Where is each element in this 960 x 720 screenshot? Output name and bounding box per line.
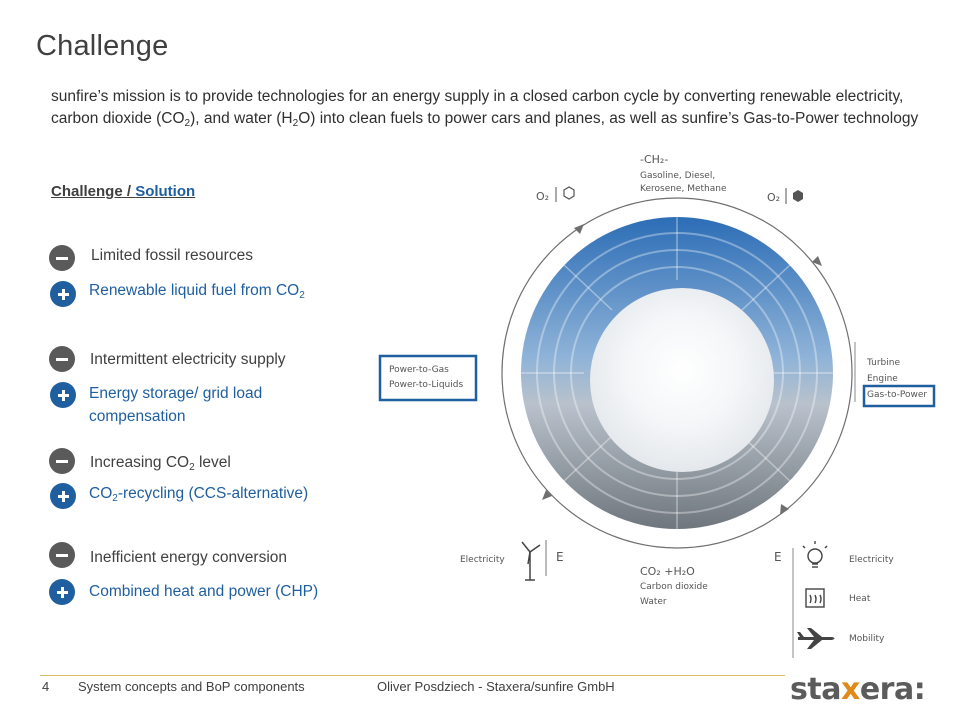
arrow-icon bbox=[542, 490, 552, 500]
intro-part-2: ), and water (H bbox=[190, 110, 293, 127]
plus-icon bbox=[50, 281, 76, 307]
turbine-label: Turbine bbox=[867, 358, 900, 368]
fuels-label-2: Kerosene, Methane bbox=[640, 184, 727, 194]
solution-item-2: Energy storage/ grid load compensation bbox=[89, 385, 263, 425]
minus-icon bbox=[49, 245, 75, 271]
challenge-item-3-text: Increasing CO bbox=[90, 454, 190, 471]
o2-left-label: O₂ bbox=[536, 190, 550, 203]
hexagon-filled-icon bbox=[793, 190, 803, 202]
solution-item-3-after: -recycling (CCS-alternative) bbox=[117, 485, 309, 502]
page-number: 4 bbox=[42, 679, 50, 694]
minus-icon bbox=[49, 448, 75, 474]
solution-item-1-text: Renewable liquid fuel from CO bbox=[89, 282, 300, 299]
e-left-label: E bbox=[556, 550, 564, 564]
airplane-icon bbox=[797, 628, 835, 649]
challenge-item-1: Limited fossil resources bbox=[91, 247, 253, 264]
intro-sub-2: 2 bbox=[292, 118, 299, 129]
ch2-label: -CH₂- bbox=[640, 153, 669, 166]
carbon-dioxide-label: Carbon dioxide bbox=[640, 582, 708, 592]
footer-section: System concepts and BoP components bbox=[78, 679, 305, 694]
challenge-heading: Challenge / bbox=[51, 183, 136, 200]
plus-icon bbox=[49, 579, 75, 605]
solution-heading: Solution bbox=[135, 183, 196, 200]
staxera-logo bbox=[790, 672, 925, 707]
output-electricity-label: Electricity bbox=[849, 555, 894, 565]
challenge-item-3-after: level bbox=[194, 454, 231, 471]
heater-icon bbox=[806, 589, 824, 607]
solution-item-4: Combined heat and power (CHP) bbox=[89, 583, 319, 600]
power-to-liquids-label: Power-to-Liquids bbox=[389, 380, 464, 390]
water-label: Water bbox=[640, 597, 667, 607]
minus-icon bbox=[49, 542, 75, 568]
solution-item-3 bbox=[89, 485, 308, 503]
arrow-icon bbox=[574, 224, 584, 234]
page-title: Challenge bbox=[36, 30, 169, 62]
plus-icon bbox=[50, 382, 76, 408]
output-heat-label: Heat bbox=[849, 594, 871, 604]
challenge-solution-heading bbox=[51, 183, 195, 200]
solution-item-1 bbox=[89, 282, 305, 300]
solution-item-3-sub: 2 bbox=[112, 493, 118, 504]
co2-h2o-label: CO₂ +H₂O bbox=[640, 565, 695, 578]
footer-author: Oliver Posdziech - Staxera/sunfire GmbH bbox=[377, 679, 615, 694]
fuels-label-1: Gasoline, Diesel, bbox=[640, 171, 716, 181]
logo-part-a: sta bbox=[790, 672, 841, 707]
challenge-item-2: Intermittent electricity supply bbox=[90, 351, 286, 368]
power-to-gas-label: Power-to-Gas bbox=[389, 365, 449, 375]
light-bulb-icon bbox=[803, 541, 827, 567]
solution-item-1-sub: 2 bbox=[299, 290, 305, 301]
cycle-center bbox=[590, 288, 774, 472]
engine-label: Engine bbox=[867, 374, 898, 384]
intro-sub-1: 2 bbox=[184, 118, 191, 129]
challenge-item-3 bbox=[90, 454, 231, 472]
electricity-input-label: Electricity bbox=[460, 555, 505, 565]
arrow-icon bbox=[780, 504, 789, 515]
e-right-label: E bbox=[774, 550, 782, 564]
logo-part-b: era: bbox=[859, 672, 926, 707]
arrow-icon bbox=[812, 256, 822, 266]
plus-icon bbox=[50, 483, 76, 509]
solution-item-3-text: CO bbox=[89, 485, 113, 502]
o2-right-label: O₂ bbox=[767, 191, 781, 204]
challenge-item-3-sub: 2 bbox=[189, 462, 195, 473]
logo-part-x: x bbox=[840, 672, 860, 707]
challenge-item-4: Inefficient energy conversion bbox=[90, 549, 288, 566]
minus-icon bbox=[49, 346, 75, 372]
carbon-cycle-diagram bbox=[370, 140, 940, 670]
gas-to-power-label: Gas-to-Power bbox=[867, 390, 928, 400]
hexagon-outline-icon bbox=[564, 187, 574, 199]
intro-part-3: O) into clean fuels to power cars and planes, as well as sunfire’s Gas-to-Power technology bbox=[298, 110, 919, 127]
intro-text bbox=[51, 86, 921, 130]
intro-part-1: sunfire’s mission is to provide technologies for an energy supply in a closed carbon cycle by converting renewable electricity, carbon dioxide (CO bbox=[51, 88, 904, 127]
output-mobility-label: Mobility bbox=[849, 634, 885, 644]
power-to-x-box bbox=[380, 356, 476, 400]
footer-divider bbox=[40, 675, 785, 676]
wind-turbine-icon bbox=[522, 542, 540, 580]
